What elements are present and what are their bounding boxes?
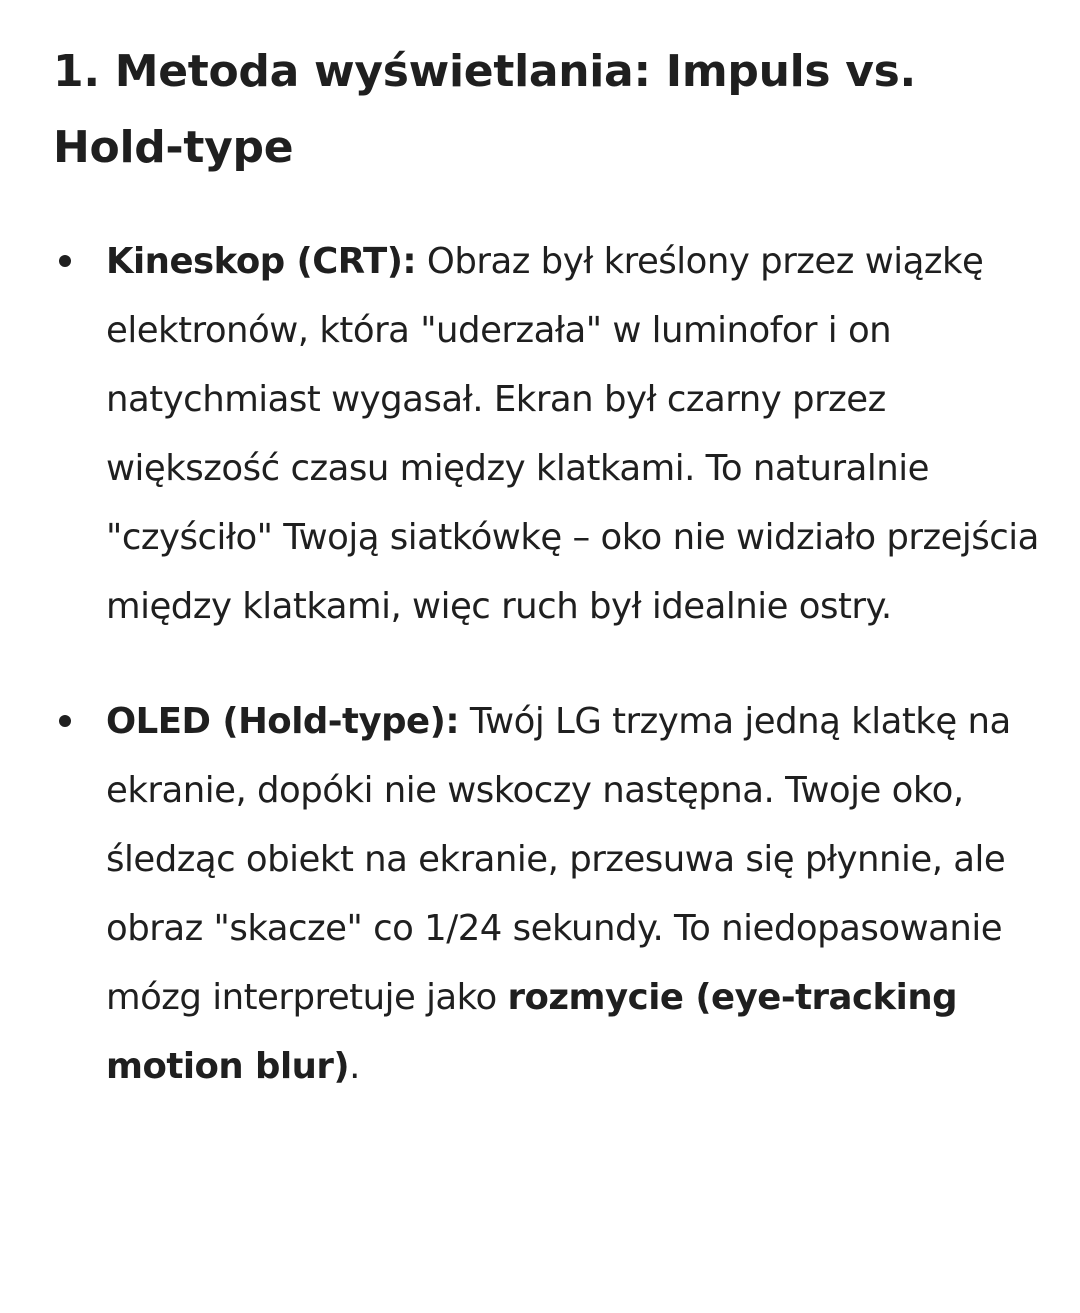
item-emphasis: rozmycie (eye-tracking motion blur) [106,977,958,1087]
list-item-crt [53,227,1043,641]
section-heading: 1. Metoda wyświetlania: Impuls vs. Hold-type [53,46,916,173]
list-item-oled [53,687,1043,1101]
bullet-dot [59,255,71,267]
item-text: Obraz był kreślony przez wiązkę elektronów, która "uderzała" w luminofor i on natychmiast wygasał. Ekran był czarny przez większość czasu między klatkami. To naturalnie "czyściło" Twoją siatkówkę – oko nie widziało przejścia między klatkami, więc ruch był idealnie ostry. [106,241,1039,627]
document-content [53,34,1043,1101]
item-text: Twój LG trzyma jedną klatkę na ekranie, dopóki nie wskoczy następna. Twoje oko, śledząc obiekt na ekranie, przesuwa się płynnie, ale obraz "skacze" co 1/24 sekundy. To niedopasowanie mózg interpretuje jako [106,701,1011,1018]
item-suffix: . [349,1046,360,1087]
bullet-list [53,227,1043,1101]
item-label: Kineskop (CRT): [106,241,417,282]
bullet-dot [59,715,71,727]
item-label: OLED (Hold-type): [106,701,460,742]
